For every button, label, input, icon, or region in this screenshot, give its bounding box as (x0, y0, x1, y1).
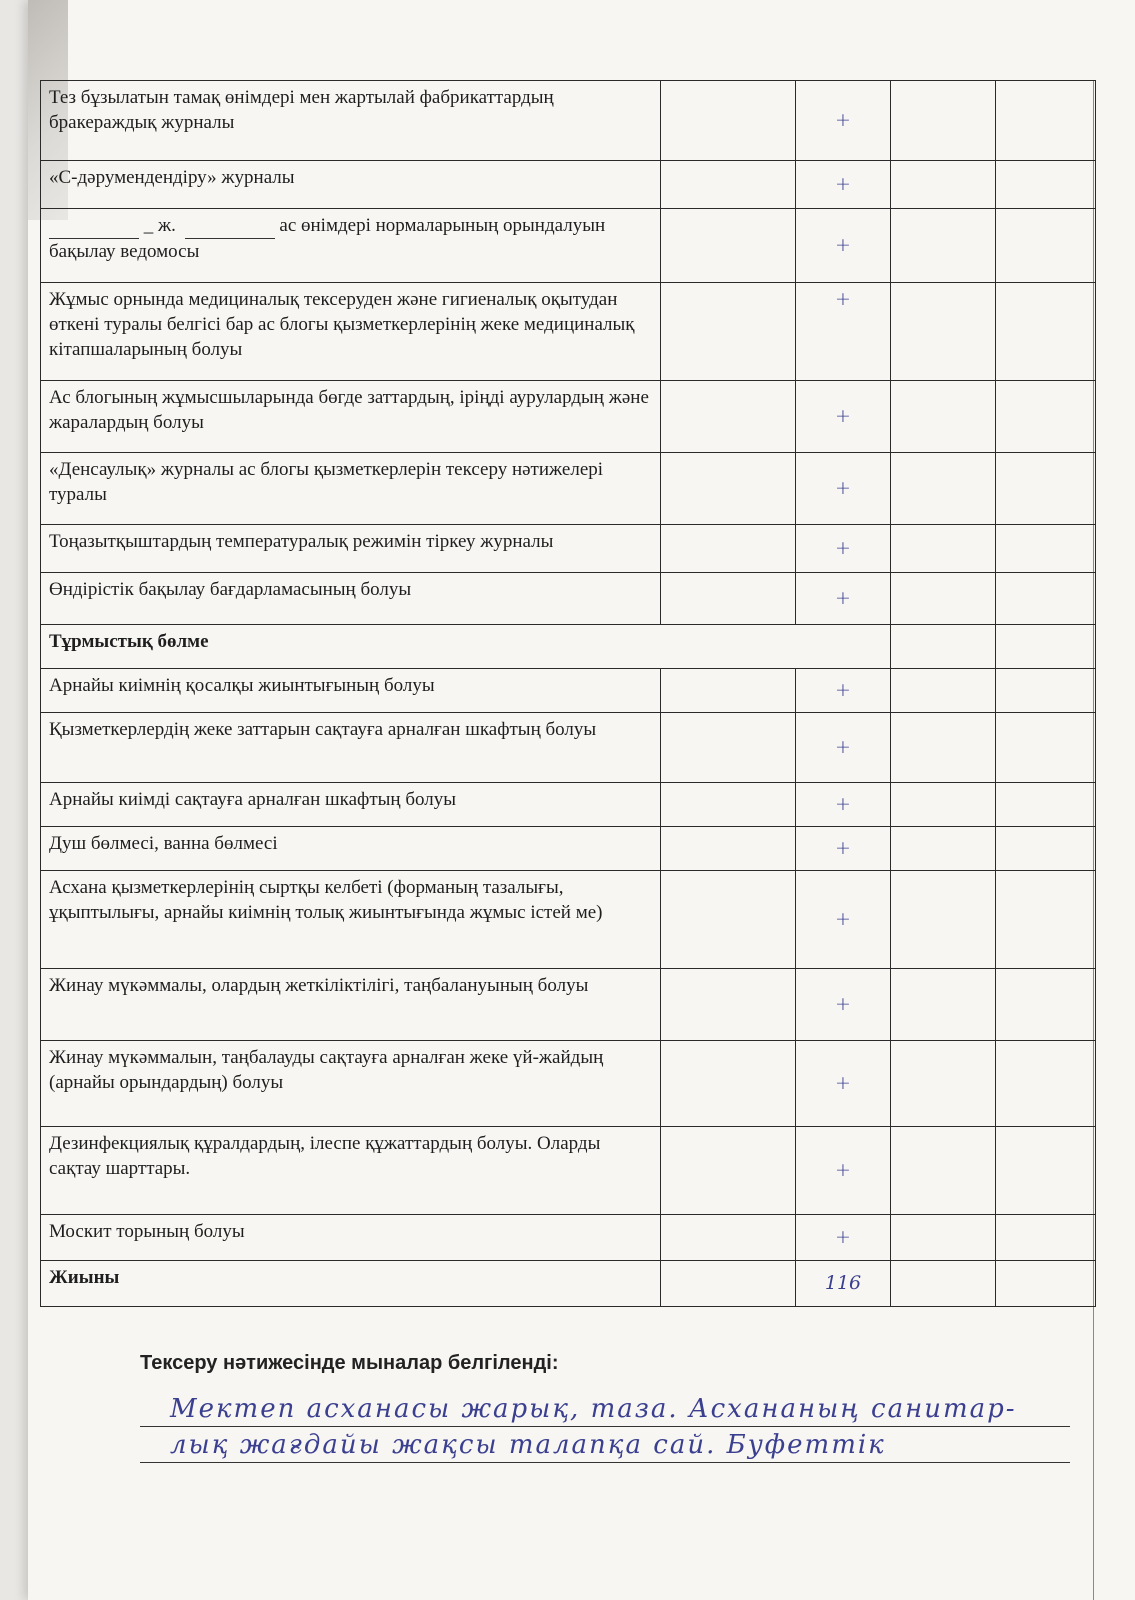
plus-mark: + (796, 453, 891, 525)
row-text: «Денсаулық» журналы ас блогы қызметкерлерін тексеру нәтижелері туралы (41, 453, 661, 525)
row-text: _ ж. ас өнімдері нормаларының орындалуын бақылау ведомосы (41, 209, 661, 283)
handwritten-note-line-2: лық жағдайы жақсы талапқа сай. Буфеттік (140, 1428, 1070, 1463)
table-row (41, 209, 1096, 283)
plus-mark: + (796, 669, 891, 713)
row-text: Дезинфекциялық құралдардың, ілеспе құжаттардың болуы. Оларды сақтау шарттары. (41, 1127, 661, 1215)
row-text: Жинау мүкәммалын, таңбалауды сақтауға арналған жеке үй-жайдың (арнайы орындардың) болуы (41, 1041, 661, 1127)
plus-mark: + (796, 827, 891, 871)
plus-mark: + (796, 783, 891, 827)
row-text: «С-дәрумендендіру» журналы (41, 161, 661, 209)
table-row (41, 525, 1096, 573)
row-text: Москит торының болуы (41, 1215, 661, 1261)
row-text: Қызметкерлердің жеке заттарын сақтауға арналған шкафтың болуы (41, 713, 661, 783)
handwritten-note-line-1: Мектеп асханасы жарық, таза. Асхананың санитар- (140, 1392, 1070, 1427)
plus-mark: + (796, 283, 891, 381)
row-text: Арнайы киімнің қосалқы жиынтығының болуы (41, 669, 661, 713)
row-text: Тез бұзылатын тамақ өнімдері мен жартылай фабрикаттардың бракераждық журналы (41, 81, 661, 161)
table-row (41, 1215, 1096, 1261)
total-row (41, 1261, 1096, 1307)
plus-mark: + (796, 969, 891, 1041)
findings-title: Тексеру нәтижесінде мыналар белгіленді: (140, 1352, 559, 1374)
table-row (41, 669, 1096, 713)
row-text: Ас блогының жұмысшыларында бөгде заттардың, іріңді аурулардың және жаралардың болуы (41, 381, 661, 453)
row-text-rest: ас өнімдері нормаларының орындалуын бақылау ведомосы (49, 215, 606, 262)
plus-mark: + (796, 209, 891, 283)
plus-mark: + (796, 81, 891, 161)
table-row (41, 1127, 1096, 1215)
row-text: Жұмыс орнында медициналық тексеруден және гигиеналық оқытудан өткені туралы белгісі бар ас блогы қызметкерлерінің жеке медициналық кітапшаларының болуы (41, 283, 661, 381)
row-text: Арнайы киімді сақтауға арналған шкафтың болуы (41, 783, 661, 827)
plus-mark: + (796, 713, 891, 783)
plus-mark: + (796, 573, 891, 625)
row-text: Тоңазытқыштардың температуралық режимін тіркеу журналы (41, 525, 661, 573)
row-text: Душ бөлмесі, ванна бөлмесі (41, 827, 661, 871)
table-row (41, 1041, 1096, 1127)
total-value: 116 (796, 1261, 891, 1307)
plus-mark: + (796, 1215, 891, 1261)
table-row (41, 453, 1096, 525)
table-row (41, 573, 1096, 625)
table-row (41, 969, 1096, 1041)
table-row (41, 827, 1096, 871)
row-text: Жинау мүкәммалы, олардың жеткіліктілігі, таңбалануының болуы (41, 969, 661, 1041)
table-row (41, 161, 1096, 209)
plus-mark: + (796, 161, 891, 209)
plus-mark: + (796, 1127, 891, 1215)
row-text: Асхана қызметкерлерінің сыртқы келбеті (форманың тазалығы, ұқыптылығы, арнайы киімнің толық жиынтығында жұмыс істей ме) (41, 871, 661, 969)
table-row (41, 81, 1096, 161)
blank-field (49, 213, 139, 239)
row-text-year: ж. (158, 215, 176, 236)
table-row (41, 713, 1096, 783)
section-title: Тұрмыстық бөлме (41, 625, 891, 669)
plus-mark: + (796, 525, 891, 573)
section-row (41, 625, 1096, 669)
plus-mark: + (796, 381, 891, 453)
table-row (41, 283, 1096, 381)
blank-field (185, 213, 275, 239)
total-label: Жиыны (41, 1261, 661, 1307)
checklist-table (40, 80, 1096, 1307)
table-row (41, 381, 1096, 453)
plus-mark: + (796, 1041, 891, 1127)
table-row (41, 871, 1096, 969)
table-row (41, 783, 1096, 827)
row-text: Өндірістік бақылау бағдарламасының болуы (41, 573, 661, 625)
plus-mark: + (796, 871, 891, 969)
